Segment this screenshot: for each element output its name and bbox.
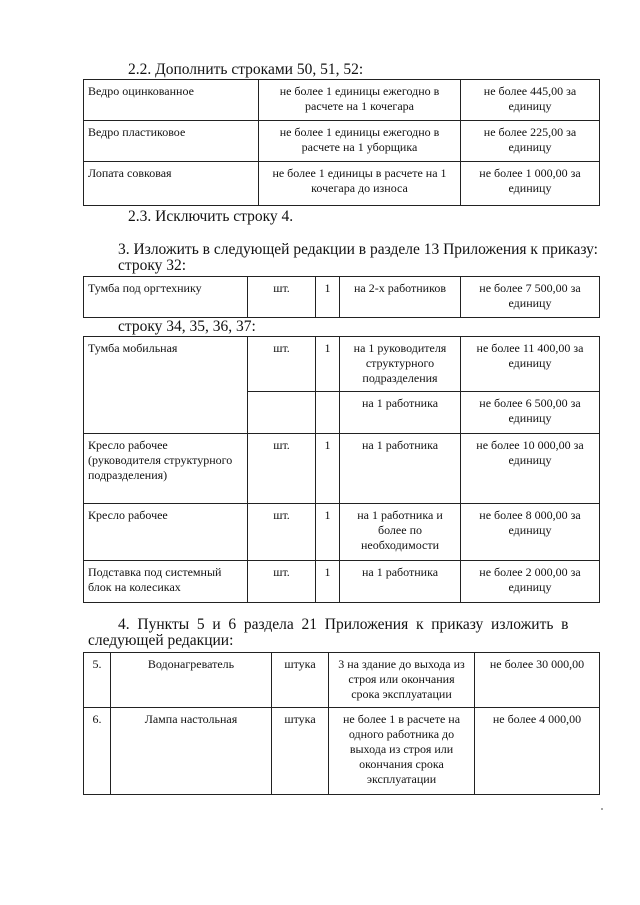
section-4-heading: 4. Пункты 5 и 6 раздела 21 Приложения к приказу изложить в (118, 616, 569, 633)
item-name: Ведро пластиковое (84, 121, 259, 162)
item-price: не более 30 000,00 (475, 653, 600, 708)
table-row-32 (83, 276, 600, 318)
table-items-5-6 (83, 652, 600, 795)
item-qty: 1 (316, 504, 340, 561)
item-norm: на 1 работника и более по необходимости (340, 504, 461, 561)
item-number: 6. (84, 708, 111, 795)
item-norm: не более 1 в расчете на одного работника до выхода из строя или окончания срока эксплуатации (329, 708, 475, 795)
table-row (84, 162, 600, 206)
table-row (84, 337, 600, 392)
table-row (84, 653, 600, 708)
item-price: не более 2 000,00 за единицу (461, 561, 600, 603)
item-name: Тумба под оргтехнику (84, 277, 248, 318)
table-row (84, 392, 600, 434)
item-name: Подставка под системный блок на колесиках (84, 561, 248, 603)
item-norm: не более 1 единицы ежегодно в расчете на 1 уборщика (259, 121, 461, 162)
item-unit: шт. (248, 434, 316, 504)
item-qty: 1 (316, 561, 340, 603)
item-qty: 1 (316, 337, 340, 392)
item-norm: 3 на здание до выхода из строя или окончания срока эксплуатации (329, 653, 475, 708)
table-rows-50-52 (83, 79, 600, 206)
scan-mark (601, 808, 603, 810)
item-name: Кресло рабочее (84, 504, 248, 561)
item-unit: штука (272, 708, 329, 795)
item-price: не более 7 500,00 за единицу (461, 277, 600, 318)
item-norm: на 1 работника (340, 434, 461, 504)
item-norm: на 1 работника (340, 561, 461, 603)
table-rows-34-37 (83, 336, 600, 603)
table-row (84, 561, 600, 603)
section-3-heading: 3. Изложить в следующей редакции в разделе 13 Приложения к приказу: (118, 241, 598, 258)
item-name: Ведро оцинкованное (84, 80, 259, 121)
item-number: 5. (84, 653, 111, 708)
item-name: Кресло рабочее (руководителя структурного подразделения) (84, 434, 248, 504)
item-name: Водонагреватель (111, 653, 272, 708)
item-norm: на 1 работника (340, 392, 461, 434)
item-price: не более 6 500,00 за единицу (461, 392, 600, 434)
item-unit: шт. (248, 561, 316, 603)
item-name: Тумба мобильная (84, 337, 248, 392)
section-4-heading-cont: следующей редакции: (88, 632, 234, 649)
item-unit: шт. (248, 337, 316, 392)
item-qty: 1 (316, 277, 340, 318)
table-row (84, 80, 600, 121)
table-row (84, 434, 600, 504)
item-price: не более 445,00 за единицу (461, 80, 600, 121)
table-row (84, 504, 600, 561)
item-qty: 1 (316, 434, 340, 504)
item-norm: не более 1 единицы в расчете на 1 кочегара до износа (259, 162, 461, 206)
table-row (84, 708, 600, 795)
item-price: не более 11 400,00 за единицу (461, 337, 600, 392)
table-row (84, 277, 600, 318)
item-norm: не более 1 единицы ежегодно в расчете на 1 кочегара (259, 80, 461, 121)
item-unit: шт. (248, 504, 316, 561)
item-unit: шт. (248, 277, 316, 318)
item-name: Лопата совковая (84, 162, 259, 206)
item-unit: штука (272, 653, 329, 708)
section-3-row-ref: строку 32: (118, 257, 187, 274)
item-price: не более 8 000,00 за единицу (461, 504, 600, 561)
item-price: не более 4 000,00 (475, 708, 600, 795)
item-name: Лампа настольная (111, 708, 272, 795)
item-price: не более 10 000,00 за единицу (461, 434, 600, 504)
section-3-rows-ref: строку 34, 35, 36, 37: (118, 318, 256, 335)
table-row (84, 121, 600, 162)
section-2-2-heading: 2.2. Дополнить строками 50, 51, 52: (128, 61, 364, 78)
section-2-3-heading: 2.3. Исключить строку 4. (128, 208, 294, 225)
item-norm: на 1 руководителя структурного подразделения (340, 337, 461, 392)
item-price: не более 1 000,00 за единицу (461, 162, 600, 206)
item-norm: на 2-х работников (340, 277, 461, 318)
item-price: не более 225,00 за единицу (461, 121, 600, 162)
